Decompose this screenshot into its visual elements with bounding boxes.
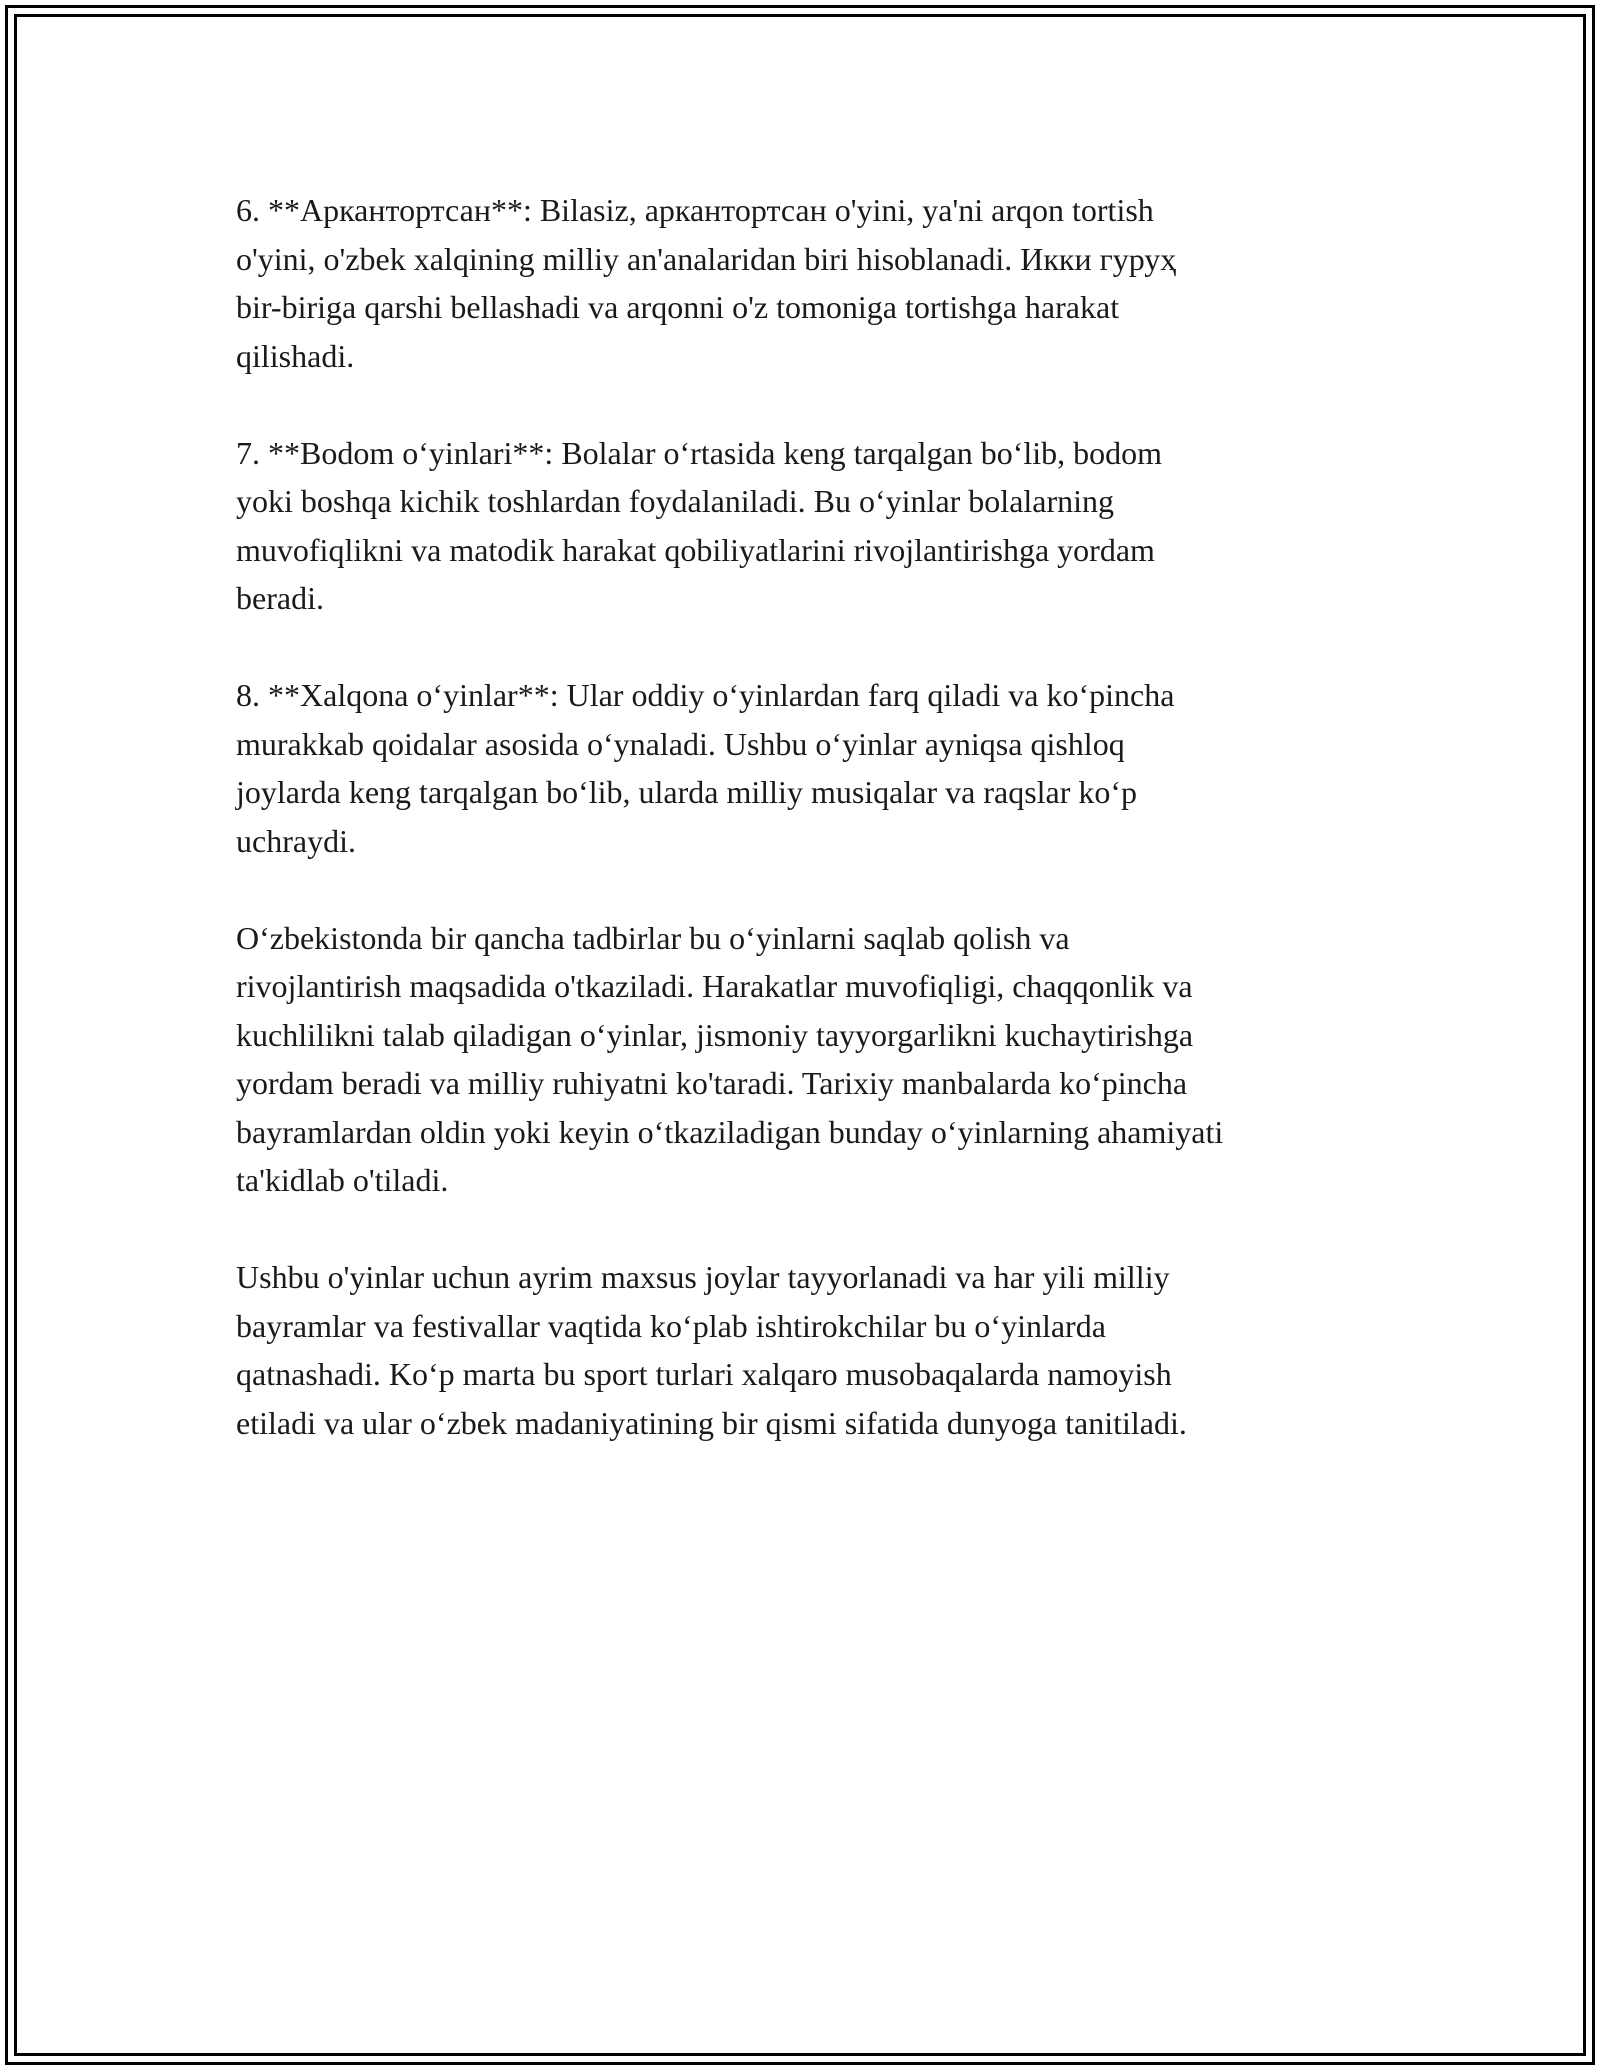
paragraph-xalqona-oyinlar bbox=[236, 671, 1376, 865]
document-body bbox=[236, 186, 1376, 1496]
text-line: murakkab qoidalar asosida o‘ynaladi. Ushbu o‘yinlar ayniqsa qishloq bbox=[236, 725, 1125, 762]
text-line: o'yini, o'zbek xalqining milliy an'analaridan biri hisoblanadi. Икки гуруҳ bbox=[236, 240, 1177, 277]
text-line: Ushbu o'yinlar uchun ayrim maxsus joylar tayyorlanadi va har yili milliy bbox=[236, 1259, 1170, 1295]
text-line: beradi. bbox=[236, 580, 324, 616]
paragraph-ozbekistonda-tadbirlar bbox=[236, 914, 1376, 1205]
text-line: O‘zbekistonda bir qancha tadbirlar bu o‘yinlarni saqlab qolish va bbox=[236, 919, 1070, 956]
text-line: qatnashadi. Ko‘p marta bu sport turlari xalqaro musobaqalarda namoyish bbox=[236, 1356, 1172, 1392]
text-line: joylarda keng tarqalgan bo‘lib, ularda milliy musiqalar va raqslar ko‘p bbox=[236, 774, 1138, 810]
text-line: ta'kidlab o'tiladi. bbox=[236, 1162, 449, 1198]
paragraph-bodom-oyinlari bbox=[236, 429, 1376, 623]
text-line: yoki boshqa kichik toshlardan foydalaniladi. Bu o‘yinlar bolalarning bbox=[236, 483, 1115, 519]
text-line: yordam beradi va milliy ruhiyatni ko'taradi. Tarixiy manbalarda ko‘pincha bbox=[236, 1065, 1188, 1101]
text-line: muvofiqlikni va matodik harakat qobiliyatlarini rivojlantirishga yordam bbox=[236, 531, 1155, 568]
paragraph-maxsus-joylar bbox=[236, 1253, 1376, 1447]
text-line: 6. **Аркантортсан**: Bilasiz, аркантортсан o'yini, ya'ni arqon tortish bbox=[236, 192, 1154, 228]
text-line: 8. **Xalqona o‘yinlar**: Ular oddiy o‘yinlardan farq qiladi va ko‘pincha bbox=[236, 677, 1175, 713]
paragraph-arkantortsan bbox=[236, 186, 1376, 380]
text-line: kuchlilikni talab qiladigan o‘yinlar, jismoniy tayyorgarlikni kuchaytirishga bbox=[236, 1016, 1194, 1053]
text-line: bayramlardan oldin yoki keyin o‘tkaziladigan bunday o‘yinlarning ahamiyati bbox=[236, 1113, 1224, 1150]
text-line: rivojlantirish maqsadida o'tkaziladi. Harakatlar muvofiqligi, chaqqonlik va bbox=[236, 968, 1193, 1004]
text-line: bayramlar va festivallar vaqtida ko‘plab ishtirokchilar bu o‘yinlarda bbox=[236, 1307, 1106, 1344]
text-line: uchraydi. bbox=[236, 822, 356, 859]
text-line: qilishadi. bbox=[236, 337, 355, 374]
text-line: etiladi va ular o‘zbek madaniyatining bir qismi sifatida dunyoga tanitiladi. bbox=[236, 1404, 1187, 1441]
text-line: 7. **Bodom o‘yinlari**: Bolalar o‘rtasida keng tarqalgan bo‘lib, bodom bbox=[236, 434, 1163, 471]
text-line: bir-biriga qarshi bellashadi va arqonni o'z tomoniga tortishga harakat bbox=[236, 289, 1120, 325]
